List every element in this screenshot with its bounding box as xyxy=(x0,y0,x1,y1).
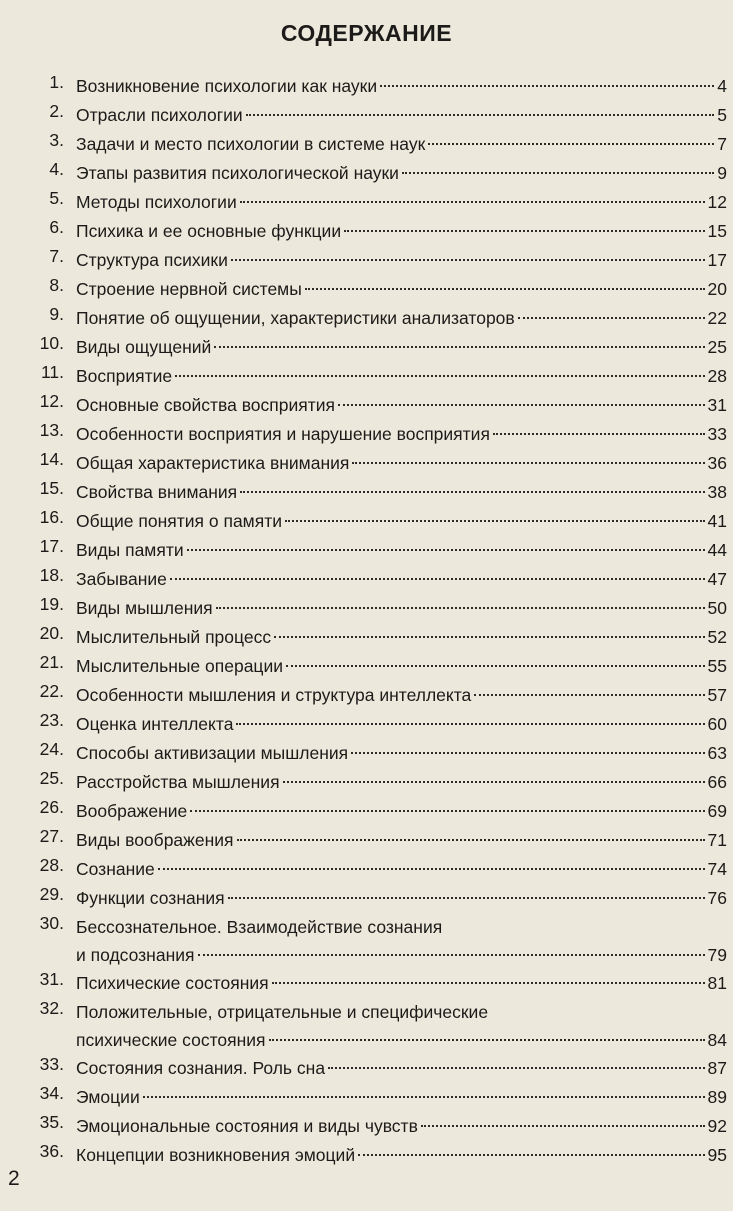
toc-entry xyxy=(0,565,733,594)
toc-entry-number: 11. xyxy=(40,362,64,382)
dot-leader xyxy=(338,404,705,406)
toc-entry-page: 38 xyxy=(707,482,727,502)
toc-entry xyxy=(0,710,733,739)
toc-entry-page: 28 xyxy=(707,366,727,386)
toc-entry-page: 36 xyxy=(707,453,727,473)
toc-entry-page: 74 xyxy=(707,859,727,879)
toc-entry-page: 76 xyxy=(707,888,727,908)
toc-entry-title: Особенности восприятия и нарушение восприятия xyxy=(76,424,490,444)
dot-leader xyxy=(158,868,705,870)
dot-leader xyxy=(170,578,705,580)
toc-entry-page: 41 xyxy=(707,511,727,531)
toc-entry-number: 9. xyxy=(49,304,64,324)
toc-entry-number: 26. xyxy=(39,797,64,817)
toc-entry-title: Виды мышления xyxy=(76,598,213,618)
dot-leader xyxy=(240,201,705,203)
toc-entry xyxy=(0,507,733,536)
toc-entry-title: Виды воображения xyxy=(76,830,234,850)
toc-entry-page: 89 xyxy=(707,1087,727,1107)
toc-entry-title: Особенности мышления и структура интеллекта xyxy=(76,685,472,705)
toc-entry-number: 30. xyxy=(39,913,64,933)
toc-entry-number: 4. xyxy=(49,159,64,179)
dot-leader xyxy=(214,346,704,348)
toc-entry xyxy=(0,652,733,681)
toc-entry xyxy=(0,998,733,1054)
toc-entry-title: Сознание xyxy=(76,859,155,879)
toc-entry-number: 14. xyxy=(39,449,64,469)
toc-entry-title: Мыслительный процесс xyxy=(76,627,272,647)
toc-entry-page: 7 xyxy=(717,134,727,154)
toc-entry-number: 28. xyxy=(39,855,64,875)
toc-entry xyxy=(0,333,733,362)
toc-entry-number: 35. xyxy=(39,1112,64,1132)
dot-leader xyxy=(269,1039,705,1041)
toc-entry xyxy=(0,1054,733,1083)
dot-leader xyxy=(493,433,705,435)
toc-entry xyxy=(0,188,733,217)
dot-leader xyxy=(272,982,705,984)
toc-entry-title: психические состояния xyxy=(76,1030,266,1050)
toc-entry xyxy=(0,101,733,130)
toc-entry-title: и подсознания xyxy=(76,945,195,965)
toc-entry-number: 36. xyxy=(39,1141,64,1161)
toc-entry xyxy=(0,768,733,797)
toc-entry xyxy=(0,72,733,101)
toc-entry-number: 34. xyxy=(39,1083,64,1103)
toc-entry xyxy=(0,1112,733,1141)
toc-entry xyxy=(0,623,733,652)
toc-entry xyxy=(0,681,733,710)
dot-leader xyxy=(237,839,705,841)
toc-entry-number: 8. xyxy=(49,275,64,295)
toc-entry-title: Методы психологии xyxy=(76,192,237,212)
toc-entry-page: 63 xyxy=(707,743,727,763)
dot-leader xyxy=(187,549,705,551)
toc-entry-title: Концепции возникновения эмоций xyxy=(76,1145,356,1165)
toc-entry-number: 32. xyxy=(39,998,64,1018)
page-title: СОДЕРЖАНИЕ xyxy=(280,20,453,46)
toc-entry-number: 27. xyxy=(39,826,64,846)
toc-entry xyxy=(0,130,733,159)
toc-entry-title: Структура психики xyxy=(76,250,228,270)
toc-entry-number: 22. xyxy=(39,681,64,701)
toc-entry-title: Забывание xyxy=(76,569,167,589)
toc-entry-page: 33 xyxy=(707,424,727,444)
toc-entry-page: 81 xyxy=(707,973,727,993)
toc-entry-title: Свойства внимания xyxy=(76,482,238,502)
dot-leader xyxy=(286,665,705,667)
toc-entry-page: 79 xyxy=(707,945,727,965)
toc-entry-title: Задачи и место психологии в системе наук xyxy=(76,134,426,154)
toc-entry xyxy=(0,536,733,565)
toc-entry-title: Воображение xyxy=(76,801,188,821)
toc-entry-page: 50 xyxy=(707,598,727,618)
page-number: 2 xyxy=(8,1167,20,1190)
toc-entry xyxy=(0,884,733,913)
toc-entry xyxy=(0,855,733,884)
toc-entry-number: 18. xyxy=(39,565,64,585)
dot-leader xyxy=(246,114,715,116)
toc-entry-title: Положительные, отрицательные и специфические xyxy=(76,1002,489,1022)
toc-entry xyxy=(0,275,733,304)
dot-leader xyxy=(352,462,704,464)
toc-entry-page: 84 xyxy=(707,1030,727,1050)
toc-entry-title: Отрасли психологии xyxy=(76,105,243,125)
toc-entry-title: Расстройства мышления xyxy=(76,772,280,792)
toc-entry-number: 21. xyxy=(39,652,64,672)
toc-entry xyxy=(0,594,733,623)
toc-entry xyxy=(0,797,733,826)
toc-entry-number: 33. xyxy=(39,1054,64,1074)
dot-leader xyxy=(240,491,704,493)
toc-entry-title: Виды ощущений xyxy=(76,337,212,357)
toc-entry-page: 55 xyxy=(707,656,727,676)
toc-entry-title: Основные свойства восприятия xyxy=(76,395,336,415)
toc-entry-number: 1. xyxy=(49,72,64,92)
toc-entry-title: Общие понятия о памяти xyxy=(76,511,282,531)
toc-entry-page: 4 xyxy=(717,76,727,96)
dot-leader xyxy=(402,172,714,174)
toc-entry-page: 17 xyxy=(707,250,727,270)
toc-entry-title: Понятие об ощущении, характеристики анализаторов xyxy=(76,308,515,328)
toc-entry-page: 60 xyxy=(707,714,727,734)
toc-entry-title: Бессознательное. Взаимодействие сознания xyxy=(76,917,443,937)
toc-entry-page: 5 xyxy=(717,105,727,125)
toc-entry-page: 52 xyxy=(707,627,727,647)
toc-entry-page: 15 xyxy=(707,221,727,241)
toc-entry-number: 31. xyxy=(39,969,64,989)
toc-entry-number: 10. xyxy=(39,333,64,353)
toc-entry-title: Мыслительные операции xyxy=(76,656,284,676)
dot-leader xyxy=(421,1125,705,1127)
toc-entry-number: 16. xyxy=(39,507,64,527)
dot-leader xyxy=(216,607,705,609)
toc-entry-title: Восприятие xyxy=(76,366,173,386)
toc-entry-title: Строение нервной системы xyxy=(76,279,302,299)
toc-entry xyxy=(0,478,733,507)
toc-entry-page: 20 xyxy=(707,279,727,299)
toc-entry-number: 29. xyxy=(39,884,64,904)
toc-entry-number: 25. xyxy=(39,768,64,788)
toc-entry-number: 5. xyxy=(49,188,64,208)
dot-leader xyxy=(285,520,705,522)
dot-leader xyxy=(190,810,704,812)
toc-entry-number: 23. xyxy=(39,710,64,730)
dot-leader xyxy=(328,1067,704,1069)
toc-entry-page: 22 xyxy=(707,308,727,328)
toc-entry-page: 57 xyxy=(707,685,727,705)
toc-entry-title: Эмоции xyxy=(76,1087,140,1107)
toc-entry xyxy=(0,1083,733,1112)
dot-leader xyxy=(518,317,705,319)
toc-entry-page: 31 xyxy=(707,395,727,415)
toc-entry-title: Способы активизации мышления xyxy=(76,743,349,763)
dot-leader xyxy=(351,752,704,754)
toc-entry-title: Этапы развития психологической науки xyxy=(76,163,399,183)
toc-entry xyxy=(0,1141,733,1170)
toc-entry xyxy=(0,246,733,275)
toc-entry-number: 20. xyxy=(39,623,64,643)
toc-entry-page: 92 xyxy=(707,1116,727,1136)
dot-leader xyxy=(428,143,714,145)
toc-entry xyxy=(0,159,733,188)
toc-entry xyxy=(0,420,733,449)
toc-entry xyxy=(0,217,733,246)
toc-entry xyxy=(0,362,733,391)
toc-entry xyxy=(0,304,733,333)
toc-entry-page: 87 xyxy=(707,1058,727,1078)
dot-leader xyxy=(198,954,705,956)
toc-entry-page: 44 xyxy=(707,540,727,560)
toc-entry-number: 2. xyxy=(49,101,64,121)
toc-entry-number: 7. xyxy=(49,246,64,266)
dot-leader xyxy=(283,781,705,783)
dot-leader xyxy=(358,1154,704,1156)
table-of-contents xyxy=(0,72,733,1170)
toc-entry-title: Функции сознания xyxy=(76,888,225,908)
toc-entry-title: Эмоциональные состояния и виды чувств xyxy=(76,1116,418,1136)
toc-entry-page: 71 xyxy=(707,830,727,850)
toc-entry-number: 17. xyxy=(39,536,64,556)
dot-leader xyxy=(274,636,704,638)
toc-entry-page: 66 xyxy=(707,772,727,792)
toc-entry-number: 24. xyxy=(39,739,64,759)
toc-entry xyxy=(0,826,733,855)
toc-entry-title: Виды памяти xyxy=(76,540,184,560)
dot-leader xyxy=(305,288,705,290)
toc-entry-number: 3. xyxy=(49,130,64,150)
toc-entry xyxy=(0,739,733,768)
dot-leader xyxy=(380,85,714,87)
toc-entry-page: 12 xyxy=(707,192,727,212)
toc-entry-title: Состояния сознания. Роль сна xyxy=(76,1058,326,1078)
toc-entry-number: 13. xyxy=(39,420,64,440)
toc-entry-title: Психические состояния xyxy=(76,973,269,993)
toc-entry-page: 9 xyxy=(717,163,727,183)
dot-leader xyxy=(228,897,705,899)
dot-leader xyxy=(175,375,704,377)
toc-entry-number: 6. xyxy=(49,217,64,237)
toc-entry xyxy=(0,449,733,478)
toc-entry-page: 47 xyxy=(707,569,727,589)
toc-entry-number: 19. xyxy=(39,594,64,614)
toc-entry-title: Общая характеристика внимания xyxy=(76,453,350,473)
dot-leader xyxy=(143,1096,705,1098)
toc-entry xyxy=(0,913,733,969)
toc-entry-page: 25 xyxy=(707,337,727,357)
toc-entry-page: 69 xyxy=(707,801,727,821)
dot-leader xyxy=(344,230,704,232)
dot-leader xyxy=(231,259,705,261)
toc-entry xyxy=(0,391,733,420)
toc-entry-number: 15. xyxy=(39,478,64,498)
toc-entry-number: 12. xyxy=(39,391,64,411)
toc-entry xyxy=(0,969,733,998)
toc-entry-title: Психика и ее основные функции xyxy=(76,221,342,241)
toc-entry-title: Оценка интеллекта xyxy=(76,714,234,734)
toc-entry-page: 95 xyxy=(707,1145,727,1165)
toc-entry-title: Возникновение психологии как науки xyxy=(76,76,378,96)
dot-leader xyxy=(474,694,704,696)
dot-leader xyxy=(236,723,704,725)
